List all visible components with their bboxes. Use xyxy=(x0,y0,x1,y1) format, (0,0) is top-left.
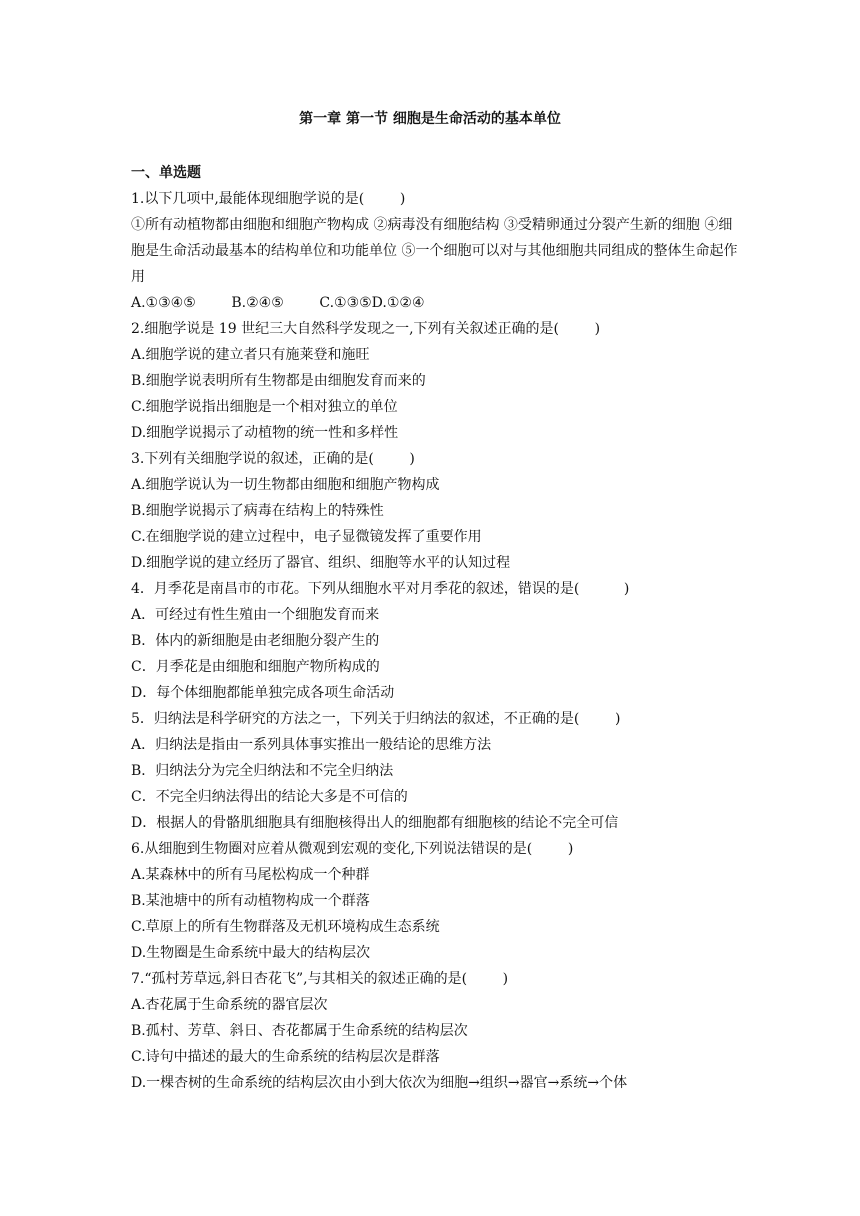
question-4-option-c: C．月季花是由细胞和细胞产物所构成的 xyxy=(131,659,380,675)
question-2-option-d: D.细胞学说揭示了动植物的统一性和多样性 xyxy=(131,425,399,441)
question-7-option-d: D.一棵杏树的生命系统的结构层次由小到大依次为细胞→组织→器官→系统→个体 xyxy=(131,1075,628,1091)
question-7-option-b: B.孤村、芳草、斜日、杏花都属于生命系统的结构层次 xyxy=(131,1023,468,1039)
question-5-stem: 5．归纳法是科学研究的方法之一，下列关于归纳法的叙述，不正确的是( ) xyxy=(131,711,621,727)
question-3-option-d: D.细胞学说的建立经历了器官、组织、细胞等水平的认知过程 xyxy=(131,555,511,571)
page-title: 第一章 第一节 细胞是生命活动的基本单位 xyxy=(299,111,561,127)
question-5-option-c: C．不完全归纳法得出的结论大多是不可信的 xyxy=(131,789,408,805)
question-content xyxy=(131,160,741,1096)
question-1-options: A.①③④⑤ B.②④⑤ C.①③⑤D.①②④ xyxy=(131,295,425,311)
question-1-statements: ①所有动植物都由细胞和细胞产物构成 ②病毒没有细胞结构 ③受精卵通过分裂产生新的细胞 ④细胞是生命活动最基本的结构单位和功能单位 ⑤一个细胞可以对与其他细胞共同组成的整体生命起作用 xyxy=(131,217,738,285)
question-4-option-d: D．每个体细胞都能单独完成各项生命活动 xyxy=(131,685,395,701)
question-2-option-b: B.细胞学说表明所有生物都是由细胞发育而来的 xyxy=(131,373,426,389)
question-2-option-a: A.细胞学说的建立者只有施莱登和施旺 xyxy=(131,347,370,363)
question-3-stem: 3.下列有关细胞学说的叙述，正确的是( ) xyxy=(131,451,415,467)
question-4-stem: 4．月季花是南昌市的市花。下列从细胞水平对月季花的叙述，错误的是( ) xyxy=(131,581,630,597)
question-6-option-b: B.某池塘中的所有动植物构成一个群落 xyxy=(131,893,370,909)
question-7-stem: 7.“孤村芳草远,斜日杏花飞”,与其相关的叙述正确的是( ) xyxy=(131,971,509,987)
question-4-option-a: A．可经过有性生殖由一个细胞发育而来 xyxy=(131,607,380,623)
question-3-option-b: B.细胞学说揭示了病毒在结构上的特殊性 xyxy=(131,503,384,519)
question-5-option-d: D．根据人的骨骼肌细胞具有细胞核得出人的细胞都有细胞核的结论不完全可信 xyxy=(131,815,619,831)
question-1-stem: 1.以下几项中,最能体现细胞学说的是( ) xyxy=(131,191,406,207)
question-6-option-d: D.生物圈是生命系统中最大的结构层次 xyxy=(131,945,371,961)
section-heading: 一、单选题 xyxy=(131,165,201,181)
question-5-option-a: A．归纳法是指由一系列具体事实推出一般结论的思维方法 xyxy=(131,737,492,753)
question-4-option-b: B．体内的新细胞是由老细胞分裂产生的 xyxy=(131,633,380,649)
question-6-stem: 6.从细胞到生物圈对应着从微观到宏观的变化,下列说法错误的是( ) xyxy=(131,841,574,857)
question-2-stem: 2.细胞学说是 19 世纪三大自然科学发现之一,下列有关叙述正确的是( ) xyxy=(131,321,601,337)
question-3-option-c: C.在细胞学说的建立过程中，电子显微镜发挥了重要作用 xyxy=(131,529,482,545)
question-7-option-c: C.诗句中描述的最大的生命系统的结构层次是群落 xyxy=(131,1049,440,1065)
question-6-option-a: A.某森林中的所有马尾松构成一个种群 xyxy=(131,867,370,883)
question-2-option-c: C.细胞学说指出细胞是一个相对独立的单位 xyxy=(131,399,398,415)
question-6-option-c: C.草原上的所有生物群落及无机环境构成生态系统 xyxy=(131,919,440,935)
question-5-option-b: B．归纳法分为完全归纳法和不完全归纳法 xyxy=(131,763,394,779)
question-7-option-a: A.杏花属于生命系统的器官层次 xyxy=(131,997,328,1013)
question-3-option-a: A.细胞学说认为一切生物都由细胞和细胞产物构成 xyxy=(131,477,440,493)
